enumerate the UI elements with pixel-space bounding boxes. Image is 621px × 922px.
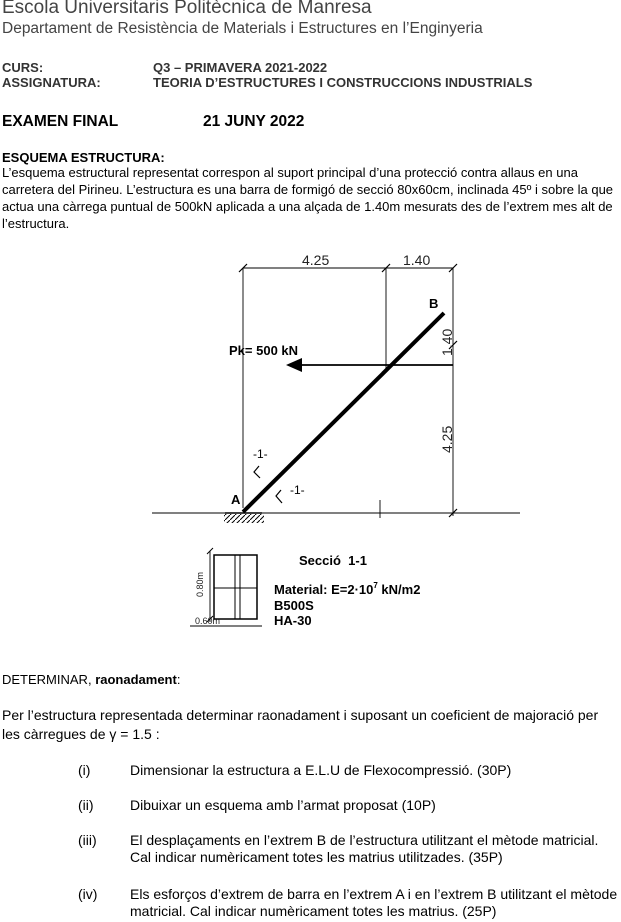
question-number: (ii) [78,797,94,813]
load-arrow [286,358,453,372]
determine-label: DETERMINAR, [2,672,92,687]
course-label: CURS: [2,60,44,75]
dimension-ticks [239,264,457,517]
question-text: El desplaçaments en l’extrem B de l’estructura utilitzant el mètode matricial. Cal indicar numèricament totes les matrius utilitzades. (35P) [130,832,599,865]
material-unit: kN/m2 [377,582,421,597]
determine-line [2,672,180,687]
determine-emphasis: raonadament [95,672,177,687]
reference-lines [152,268,520,518]
school-name: Escola Universitaris Politècnica de Manresa [2,0,372,18]
steel-label: B500S [274,598,314,613]
dim-top-right: 1.40 [403,252,431,268]
question-text: Dimensionar la estructura a E.L.U de Flexocompressió. (30P) [130,762,512,778]
question-number: (i) [78,762,91,778]
fixed-support [224,513,264,523]
section-title: Secció 1-1 [299,553,367,568]
question-text: Els esforços d’extrem de barra en l’extrem A i en l’extrem B utilitzant el mètode matricial. Cal indicar numèricament totes les matrius. (25P) [130,886,618,919]
concrete-label: HA-30 [274,613,312,628]
question-number: (iii) [78,832,97,848]
subject-label: ASSIGNATURA: [2,75,101,90]
material-exponent: 7 [373,581,378,590]
question-number: (iv) [78,886,98,902]
question-text: Dibuixar un esquema amb l’armat proposat (10P) [130,797,436,813]
exam-title: EXAMEN FINAL [2,113,119,130]
section-height-label: 0.80m [195,571,205,597]
structure-description: L’esquema estructural representat correspon al suport principal d’una protecció contra allaus en una carretera del Pirineu. L’estructura es una barra de formigó de secció 80x60cm, inclinada 45º i sobre la que actua una càrrega puntual de 500kN aplicada a una alçada de 1.40m mesurats des de l’extrem mes alt de l’estructura. [2,165,614,231]
node-b-label: B [429,296,439,311]
subject-value: TEORIA D’ESTRUCTURES I CONSTRUCCIONS INDUSTRIALS [153,75,533,90]
cut-label-2: -1- [290,483,305,497]
load-label: Pk= 500 kN [229,343,299,358]
course-value: Q3 – PRIMAVERA 2021-2022 [153,60,328,75]
determine-colon: : [176,672,181,687]
material-prefix: Material: E=2·10 [274,582,374,597]
node-a-label: A [231,492,241,507]
cut-label-1: -1- [253,447,268,461]
dim-right-lower: 4.25 [439,425,455,453]
dim-right-upper: 1.40 [439,328,455,356]
department-name: Departament de Resistència de Materials i Estructures en l’Enginyeria [2,20,483,37]
dim-top-left: 4.25 [302,252,330,268]
structure-heading: ESQUEMA ESTRUCTURA: [2,150,165,165]
material-line [274,581,420,597]
section-width-label: 0.60m [195,616,221,626]
exam-date: 21 JUNY 2022 [203,113,305,130]
determine-intro: Per l’estructura representada determinar raonadament i suposant un coeficient de majoració per les càrregues de γ = 1.5 : [2,707,599,742]
